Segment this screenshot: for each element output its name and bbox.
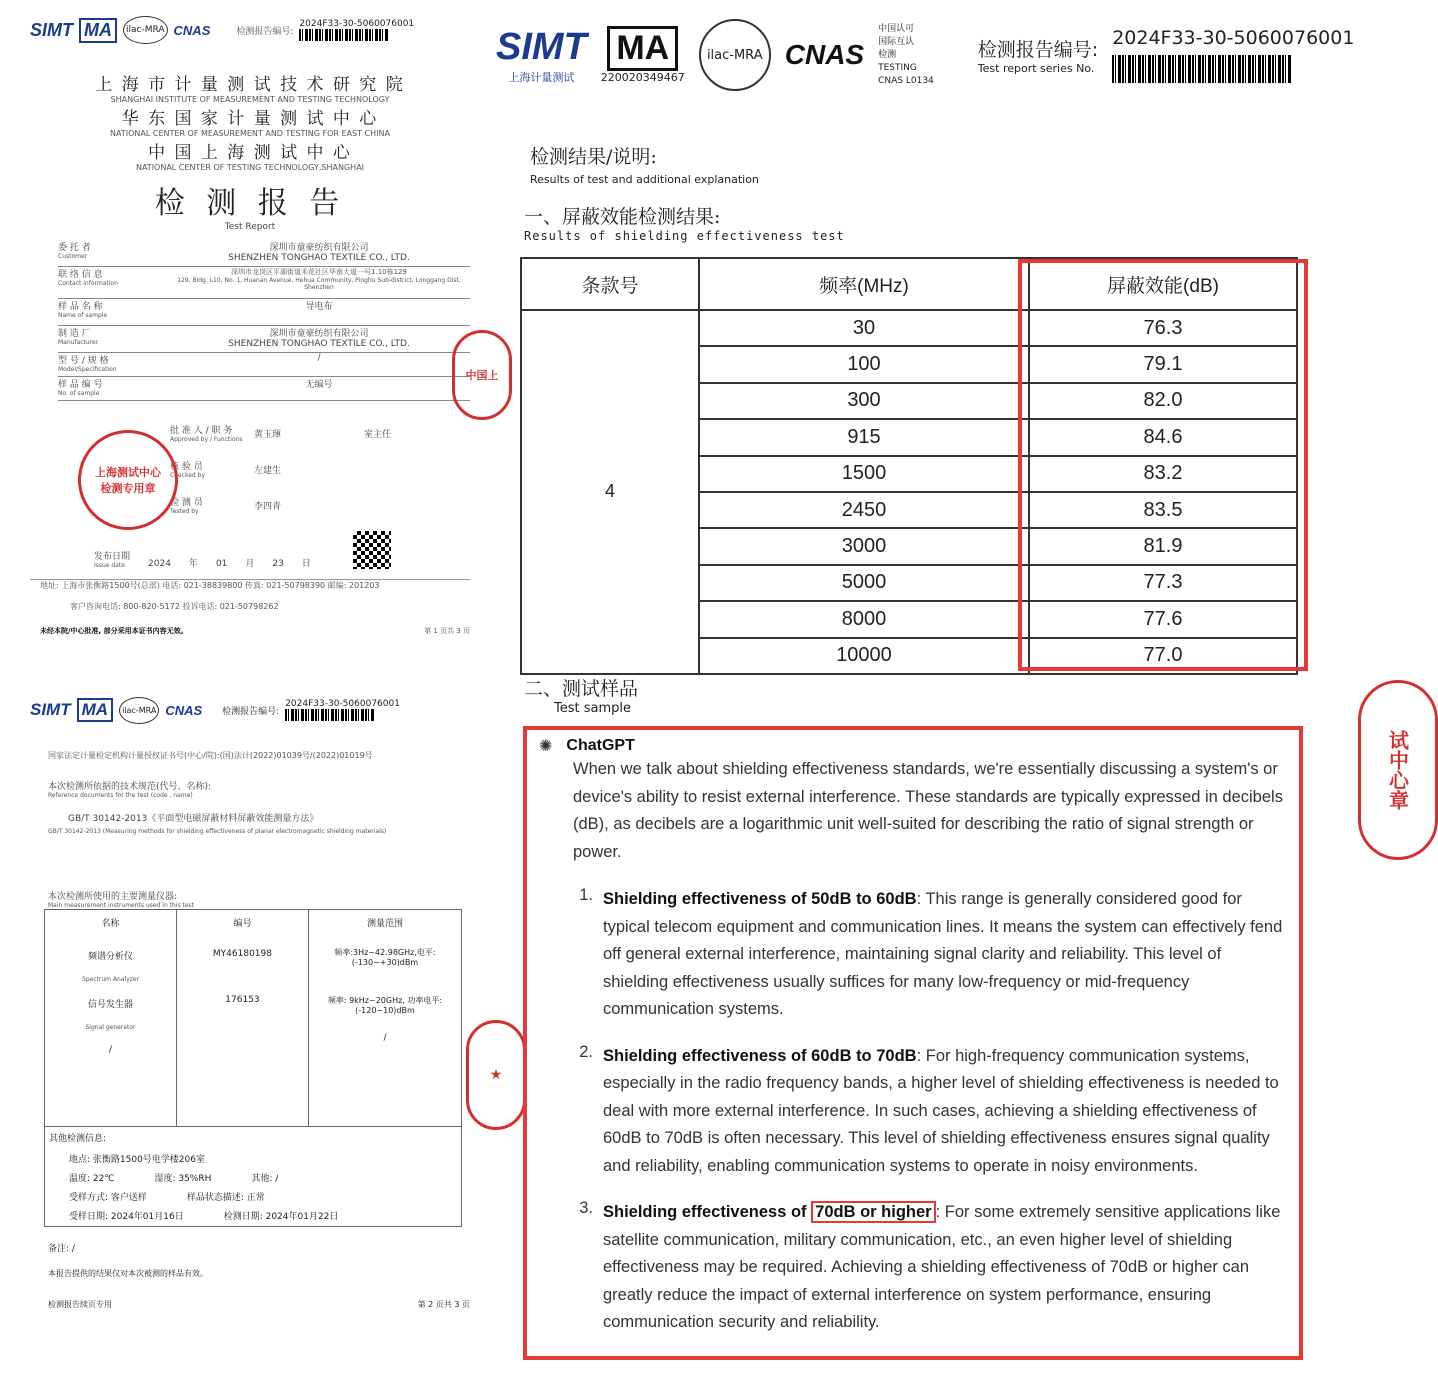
simt-logo: SIMT xyxy=(496,25,587,68)
cnas-line: 国际互认 xyxy=(878,36,915,47)
instr-range: 频率:3Hz~42.98GHz,电平:(-130~+30)dBm xyxy=(334,948,436,967)
instr-range: 频率: 9kHz~20GHz, 功率电平: (-120~10)dBm xyxy=(327,996,443,1015)
field-label: 样 品 编 号 xyxy=(58,380,103,390)
field-row xyxy=(58,240,470,267)
col-header: 名称 xyxy=(101,919,120,929)
receipt: 受样方式: 客户送样 xyxy=(69,1193,147,1203)
date-m: 月 xyxy=(245,559,255,569)
freq-cell: 1500 xyxy=(699,456,1029,492)
seal-text: 上海测试中心 检测专用章 xyxy=(95,466,161,495)
section2-cn: 二、测试样品 xyxy=(524,678,639,700)
note: 备注: / xyxy=(48,1244,75,1254)
item-text: : This range is generally considered good for typical telecom equipment and communication lines. It means the system can effectively fend off general external interference, maintaining signal clarity and reliability. This level of shielding effectiveness usually suffices for many low-frequency or mid-frequency communication systems. xyxy=(603,890,1283,1018)
field-value: 导电布 xyxy=(305,302,333,312)
approval-label-en: Approved by / Functions xyxy=(170,436,243,443)
chatgpt-intro: When we talk about shielding effectiveness standards, we're essentially discussing a system's or device's ability to resist external interference. These standards are typically expressed in decibels (dB), as decibels are a logarithmic unit well-suited for describing the ratio of signal strength or power. xyxy=(573,760,1283,861)
footer-address: 地址: 上海市张衡路1500号(总部) 电话: 021-38839800 传真: 021-50798390 邮编: 201203 xyxy=(40,581,380,590)
field-label: 样 品 名 称 xyxy=(58,302,103,312)
ma-block xyxy=(601,26,685,84)
heading-en: Results of test and additional explanation xyxy=(530,173,759,186)
field-row xyxy=(58,326,470,353)
standard: GB/T 30142-2013《平面型电磁屏蔽材料屏蔽效能测量方法》 xyxy=(68,814,319,824)
standard-en: GB/T 30142-2013 (Measuring methods for shielding effectiveness of planar electromagnetic shielding materials) xyxy=(48,828,387,835)
approval-row xyxy=(170,451,470,487)
official-seal xyxy=(78,430,178,530)
report-no: 2024F33-30-5060076001 xyxy=(1112,27,1355,49)
temperature: 温度: 22℃ xyxy=(69,1174,115,1184)
approval-label: 核 验 员 xyxy=(170,462,203,472)
others: 其他: / xyxy=(251,1174,279,1184)
report-no-block xyxy=(285,699,400,721)
section2-heading xyxy=(524,674,638,716)
inst-cn: 上 海 市 计 量 测 试 技 术 研 究 院 xyxy=(95,75,405,95)
field-row xyxy=(58,377,470,401)
page1-footer xyxy=(30,579,470,636)
simt-logo: SIMT xyxy=(30,19,73,40)
simt-logo: SIMT xyxy=(30,700,71,719)
instr-name-en: Spectrum Analyzer xyxy=(81,976,140,983)
approval-label-en: Tested by xyxy=(170,508,199,515)
section1-cn: 一、屏蔽效能检测结果: xyxy=(524,206,721,228)
date-y: 年 xyxy=(188,559,198,569)
approval-label-en: Checked by xyxy=(170,472,206,479)
date-d: 日 xyxy=(301,559,311,569)
date-month: 01 xyxy=(215,559,228,569)
list-item xyxy=(539,1199,1289,1337)
field-label-en: Contact information xyxy=(58,280,118,287)
report-label-block xyxy=(978,35,1098,75)
footer-phone: 客户咨询电话: 800-820-5172 投诉电话: 021-50798262 xyxy=(70,602,279,611)
field-label: 制 造 厂 xyxy=(58,329,91,339)
received-date: 受样日期: 2024年01月16日 xyxy=(69,1212,184,1222)
item-text: : For some extremely sensitive applications like satellite communication, military communication, etc., an even higher level of shielding effectiveness may be required. Achieving a shielding effectiveness of 70dB or higher can greatly reduce the impact of external interference on system performance, ensuring communication security and reliability. xyxy=(603,1203,1281,1331)
field-value-2: SHENZHEN TONGHAO TEXTILE CO., LTD. xyxy=(228,339,410,349)
field-value-2: SHENZHEN TONGHAO TEXTILE CO., LTD. xyxy=(228,253,410,263)
inst-cn: 中 国 上 海 测 试 中 心 xyxy=(148,143,352,163)
date-year: 2024 xyxy=(148,559,171,569)
chatgpt-box xyxy=(523,726,1303,1360)
freq-cell: 30 xyxy=(699,310,1029,346)
results-heading xyxy=(490,142,1370,186)
value-column-highlight xyxy=(1018,259,1308,671)
page2-header xyxy=(30,690,470,730)
issue-date xyxy=(30,531,470,569)
value-cell: 77.3 xyxy=(1029,565,1297,601)
item-number: 2. xyxy=(579,1042,593,1061)
ilac-logo: ilac-MRA xyxy=(123,16,168,44)
field-label-en: No. of sample xyxy=(58,390,100,397)
instr-label-en: Main measurement instruments used in this test xyxy=(48,902,195,909)
cnas-line: 检测 xyxy=(878,49,897,60)
results-header xyxy=(490,10,1370,100)
cnas-line: CNAS L0134 xyxy=(878,75,934,86)
report-label: 检测报告编号: xyxy=(222,706,280,717)
cert-line: 国家法定计量检定机构计量授权证书号(中心/院):(国)法计(2022)01039号/(2022)01019号 xyxy=(48,751,373,760)
page1 xyxy=(30,10,470,650)
report-no-block xyxy=(1112,27,1354,83)
qr-code xyxy=(353,531,391,569)
instr-name: 信号发生器 xyxy=(87,1000,133,1010)
inst-en: SHANGHAI INSTITUTE OF MEASUREMENT AND TESTING TECHNOLOGY xyxy=(110,95,390,104)
report-no: 2024F33-30-5060076001 xyxy=(299,19,415,29)
cnas-line: 中国认可 xyxy=(878,23,915,34)
field-label: 联 络 信 息 xyxy=(58,270,103,280)
inst-cn: 华 东 国 家 计 量 测 试 中 心 xyxy=(121,109,379,129)
freq-cell: 300 xyxy=(699,383,1029,419)
other-info xyxy=(44,1127,462,1227)
value-cell: 81.9 xyxy=(1029,528,1297,564)
ma-logo: MA xyxy=(77,698,113,722)
approval-name: 李四青 xyxy=(254,501,282,512)
test-date: 检测日期: 2024年01月22日 xyxy=(223,1212,339,1222)
date-label: 发布日期 xyxy=(94,552,131,562)
side-seal-top: 中国上 xyxy=(452,330,512,420)
simt-sub: 上海计量测试 xyxy=(508,70,575,84)
field-label-en: Customer xyxy=(58,253,88,260)
section2-en: Test sample xyxy=(554,701,631,716)
humidity: 湿度: 35%RH xyxy=(154,1174,212,1184)
ilac-logo: ilac-MRA xyxy=(699,19,771,91)
institutes xyxy=(30,70,470,232)
inst-1 xyxy=(30,70,470,104)
approval-name: 左建生 xyxy=(254,465,282,476)
value-cell: 77.6 xyxy=(1029,601,1297,637)
instr-no: MY46180198 xyxy=(212,949,272,959)
value-cell: 76.3 xyxy=(1029,310,1297,346)
ma-logo: MA xyxy=(79,18,117,43)
instr-section xyxy=(30,889,470,909)
location: 地点: 张衡路1500号电学楼206室 xyxy=(69,1155,205,1165)
instr-name-en: Signal generator xyxy=(85,1024,136,1031)
item-heading: Shielding effectiveness of 50dB to 60dB xyxy=(603,890,917,908)
item-heading: Shielding effectiveness of xyxy=(603,1203,812,1221)
cnas-logo: CNAS xyxy=(165,702,203,718)
field-label-en: Name of sample xyxy=(58,312,108,319)
report-label: 检测报告编号: xyxy=(236,26,294,37)
ma-number: 220020349467 xyxy=(600,71,685,84)
freq-cell: 8000 xyxy=(699,601,1029,637)
freq-cell: 100 xyxy=(699,346,1029,382)
inst-2 xyxy=(30,104,470,138)
results-page xyxy=(490,10,1370,716)
field-row xyxy=(58,299,470,326)
clause-cell: 4 xyxy=(521,310,699,674)
approval-row xyxy=(170,487,470,523)
cnas-line: TESTING xyxy=(878,62,917,73)
chatgpt-header xyxy=(539,736,1289,756)
value-cell: 82.0 xyxy=(1029,383,1297,419)
highlight-70db: 70dB or higher xyxy=(811,1201,935,1223)
inst-3 xyxy=(30,138,470,172)
field-value: 无编号 xyxy=(305,380,333,390)
approval-row xyxy=(170,415,470,451)
value-cell: 79.1 xyxy=(1029,346,1297,382)
item-text: : For high-frequency communication systems, especially in the radio frequency bands, a higher level of shielding effectiveness is needed to deal with more external interference. In such cases, achieving a shielding effectiveness of 60dB to 70dB is often necessary. This level of shielding effectiveness ensures signal quality and reliability, enabling communication systems to operate in noisy environments. xyxy=(603,1046,1279,1175)
item-heading: Shielding effectiveness of 60dB to 70dB xyxy=(603,1046,917,1065)
value-cell: 84.6 xyxy=(1029,419,1297,455)
report-label-en: Test report series No. xyxy=(977,62,1095,75)
field-value: / xyxy=(317,353,321,363)
field-label: 型 号 / 规 格 xyxy=(58,356,109,366)
col-header: 测量范围 xyxy=(366,919,403,929)
ma-logo: MA xyxy=(607,26,678,71)
approval-label: 批 准 人 / 职 务 xyxy=(170,426,233,436)
instr-label: 本次检测所使用的主要测量仪器: xyxy=(48,892,178,902)
field-value-2: 129, Bldg. L10, No. 1, Huanan Avenue, Hehua Community, Pinghu Sub-district, Longgang Dist, Shenzhen xyxy=(177,277,461,291)
col-header: 编号 xyxy=(233,919,252,929)
date-day: 23 xyxy=(272,559,284,569)
openai-icon: ✺ xyxy=(539,738,553,755)
basis-label-en: Reference documents for the test (code , name) xyxy=(48,792,193,799)
field-label: 委 托 者 xyxy=(58,243,91,253)
simt-block xyxy=(496,26,587,85)
instr-table xyxy=(44,909,462,1127)
inst-en: NATIONAL CENTER OF TESTING TECHNOLOGY,SHANGHAI xyxy=(135,163,365,172)
value-cell: 83.2 xyxy=(1029,456,1297,492)
page-number: 第 2 页共 3 页 xyxy=(417,1300,470,1309)
item-number: 1. xyxy=(579,886,593,904)
page2 xyxy=(30,690,470,1360)
col-clause: 条款号 xyxy=(521,258,699,310)
footer-note: 未经本院/中心批准, 部分采用本证书内容无效。 xyxy=(40,627,188,635)
field-value: 深圳市童豪纺织有限公司 xyxy=(269,243,369,253)
report-no-block xyxy=(299,19,414,41)
validity-note: 本报告提供的结果仅对本次被测的样品有效。 xyxy=(48,1269,208,1278)
report-label: 检测报告编号: xyxy=(977,39,1099,61)
freq-cell: 10000 xyxy=(699,638,1029,674)
approval-name: 黄玉琿 xyxy=(254,429,282,440)
cnas-logo: CNAS xyxy=(173,22,211,38)
heading-cn: 检测结果/说明: xyxy=(530,146,657,168)
value-cell: 77.0 xyxy=(1029,638,1297,674)
sample-status: 样品状态描述: 正常 xyxy=(186,1193,265,1203)
col-shielding: 屏蔽效能(dB) xyxy=(1029,258,1297,310)
value-cell: 83.5 xyxy=(1029,492,1297,528)
other-label: 其他检测信息: xyxy=(49,1134,107,1144)
date-label-en: Issue date xyxy=(94,562,125,569)
approval-title: 室主任 xyxy=(364,429,392,440)
fields xyxy=(30,240,470,401)
side-seal-left: ★ xyxy=(466,1020,526,1130)
instr-no: 176153 xyxy=(225,995,260,1005)
field-label-en: Manufacturer xyxy=(58,339,99,346)
item-number: 3. xyxy=(579,1199,593,1217)
side-seal-right: 试中心章 xyxy=(1358,680,1438,860)
instr-range: / xyxy=(383,1033,387,1043)
basis-section xyxy=(30,779,470,835)
field-value: 深圳市龙岗区平湖街道禾花社区华南大道一号1.10栋129 xyxy=(231,268,407,276)
list-item xyxy=(539,886,1289,1024)
continuation-label: 检测报告续页专用 xyxy=(48,1300,112,1309)
freq-cell: 2450 xyxy=(699,492,1029,528)
field-row xyxy=(58,353,470,377)
cnas-text xyxy=(878,23,934,88)
instr-name: / xyxy=(108,1045,112,1055)
barcode xyxy=(285,709,375,721)
barcode xyxy=(299,29,389,41)
field-label-en: Model/Specification xyxy=(58,366,117,373)
list-item xyxy=(539,1043,1289,1181)
freq-cell: 5000 xyxy=(699,565,1029,601)
freq-cell: 3000 xyxy=(699,528,1029,564)
inst-en: NATIONAL CENTER OF MEASUREMENT AND TESTING FOR EAST CHINA xyxy=(110,129,390,138)
section1-heading xyxy=(490,202,1370,243)
approval-label: 检 测 员 xyxy=(170,498,203,508)
instr-name: 频谱分析仪 xyxy=(87,952,133,962)
report-no: 2024F33-30-5060076001 xyxy=(285,699,400,709)
chatgpt-name: ChatGPT xyxy=(566,737,635,754)
cnas-logo: CNAS xyxy=(784,39,865,70)
freq-cell: 915 xyxy=(699,419,1029,455)
basis-label: 本次检测所依据的技术规范(代号、名称): xyxy=(48,782,212,792)
chatgpt-list xyxy=(539,886,1289,1337)
ilac-logo: ilac-MRA xyxy=(119,697,159,724)
col-frequency: 频率(MHz) xyxy=(699,258,1029,310)
field-value: 深圳市童豪纺织有限公司 xyxy=(269,329,369,339)
page1-header xyxy=(30,10,470,50)
barcode xyxy=(1112,55,1292,83)
section1-en: Results of shielding effectiveness test xyxy=(524,229,845,243)
report-title: 检 测 报 告 xyxy=(154,186,346,221)
field-row xyxy=(58,267,470,299)
page-number: 第 1 页共 3 页 xyxy=(424,627,470,635)
page2-footer xyxy=(48,1299,470,1310)
report-title-en: Test Report xyxy=(224,222,276,232)
